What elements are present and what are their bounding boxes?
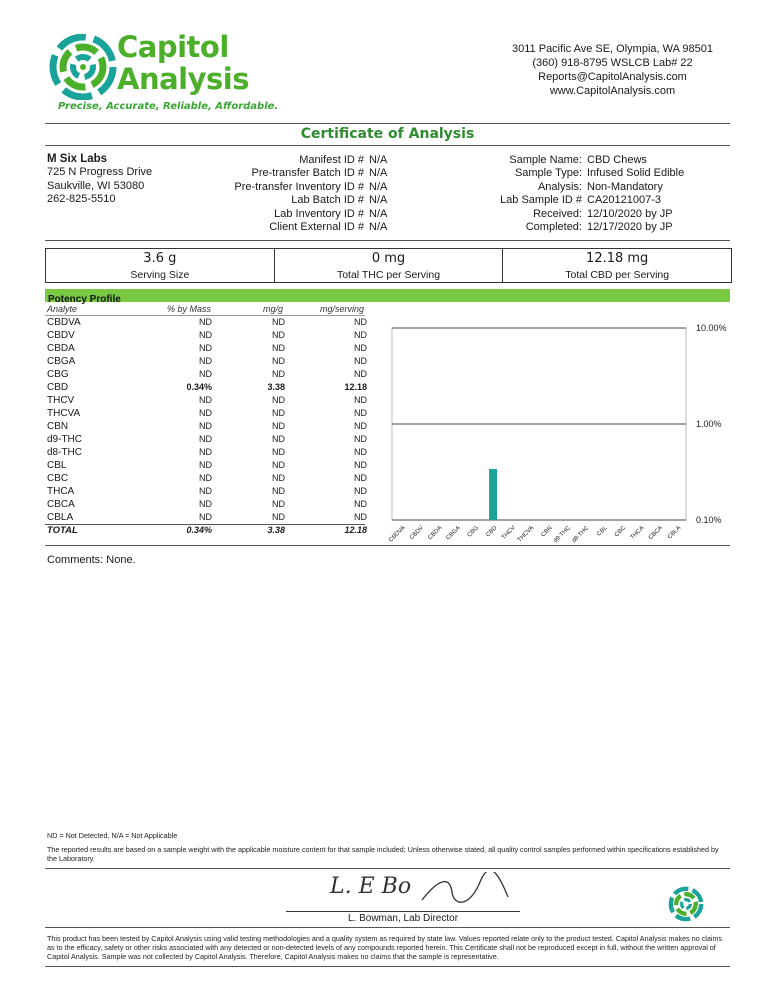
footnote-reported-results: The reported results are based on a sample weight with the applicable moisture content for that sample included; Unless otherwise stated, all quality control samples performed within specifications established by the Laboratory. xyxy=(47,845,719,863)
x-tick-label: CBDA xyxy=(427,525,444,542)
client-name: M Six Labs xyxy=(47,153,108,165)
table-row: THCVA ND ND ND xyxy=(47,408,367,419)
disclaimer: This product has been tested by Capitol Analysis using valid testing methodologies and a quality system as required by state law. Values reported relate only to the product tested. Capitol Analysis makes no claims as to the efficacy, safety or other risks associated with any detected or non-detected levels of any compounds reported herein. This Certificate shall not be reproduced except in full, without the written approval of Capitol Analysis. Sample was not collected by Capitol Analysis. Therefore, Capitol Analysis makes no claims that the sample is representative. xyxy=(47,934,723,961)
table-row: THCA ND ND ND xyxy=(47,486,367,497)
table-row: d9-THC ND ND ND xyxy=(47,434,367,445)
bar xyxy=(489,469,497,520)
total-cbd-label: Total CBD per Serving xyxy=(565,269,670,281)
table-row: CBDVA ND ND ND xyxy=(47,317,367,328)
serving-size-value: 3.6 g xyxy=(143,251,177,266)
col-header-mg-serving: mg/serving xyxy=(320,304,365,314)
id-row: Lab Batch ID # N/A xyxy=(291,194,388,207)
x-tick-label: CBLA xyxy=(666,525,683,541)
disclaimer-top-rule xyxy=(45,927,730,928)
y-tick-label: 1.00% xyxy=(696,419,722,429)
capitol-analysis-seal-icon xyxy=(667,885,705,923)
lab-address: 3011 Pacific Ave SE, Olympia, WA 98501 xyxy=(512,43,713,55)
lab-website: www.CapitolAnalysis.com xyxy=(549,85,676,97)
y-tick-label: 10.00% xyxy=(696,323,727,333)
total-cbd-value: 12.18 mg xyxy=(586,251,649,266)
potency-section-title: Potency Profile xyxy=(48,294,121,305)
table-header-rule xyxy=(45,315,365,316)
x-tick-label: d8-THC xyxy=(571,525,591,544)
x-tick-label: THCA xyxy=(629,525,646,541)
table-row: CBLA ND ND ND xyxy=(47,512,367,523)
disclaimer-bottom-rule xyxy=(45,966,730,967)
sample-row: Sample Name: CBD Chews xyxy=(509,154,647,166)
client-address-1: 725 N Progress Drive xyxy=(47,166,153,179)
sample-fields xyxy=(470,154,684,234)
serving-summary xyxy=(45,248,732,283)
table-row: CBDV ND ND ND xyxy=(47,330,367,341)
comments: Comments: None. xyxy=(47,554,136,566)
sample-row: Analysis: Non-Mandatory xyxy=(537,180,663,193)
client-address-2: Saukville, WI 53080 xyxy=(47,179,145,192)
x-tick-label: CBN xyxy=(540,525,554,539)
capitol-analysis-logo-icon xyxy=(48,34,118,100)
signature-image: L. E Bo xyxy=(330,874,412,899)
y-tick-label: 0.10% xyxy=(696,515,722,525)
x-tick-label: CBL xyxy=(596,525,609,538)
x-tick-label: CBG xyxy=(466,525,481,539)
signer-name: L. Bowman, Lab Director xyxy=(347,913,459,924)
id-row: Pre-transfer Inventory ID # N/A xyxy=(234,180,388,193)
signature-flourish-icon xyxy=(420,872,510,912)
id-row: Client External ID # N/A xyxy=(269,221,388,234)
signature-line xyxy=(286,911,520,912)
x-tick-label: CBDVA xyxy=(388,525,407,544)
table-row: CBL ND ND ND xyxy=(47,460,367,471)
table-total-row: TOTAL 0.34% 3.38 12.18 xyxy=(47,525,367,536)
header-top-rule xyxy=(45,123,730,124)
x-tick-label: CBCA xyxy=(647,525,664,542)
id-row: Pre-transfer Batch ID # N/A xyxy=(251,167,388,180)
potency-section-header xyxy=(45,289,730,305)
brand-name-line1: Capitol xyxy=(117,30,229,64)
signature-top-rule xyxy=(45,868,730,869)
sample-row: Received: 12/10/2020 by JP xyxy=(533,207,673,220)
table-row: THCV ND ND ND xyxy=(47,395,367,406)
id-row: Lab Inventory ID # N/A xyxy=(274,207,388,220)
total-cbd-cell xyxy=(503,249,731,282)
client-phone: 262-825-5510 xyxy=(47,193,116,206)
col-header-analyte: Analyte xyxy=(47,304,78,314)
sample-row: Lab Sample ID # CA20121007-3 xyxy=(500,194,662,207)
col-header-mg-g: mg/g xyxy=(263,304,284,314)
sample-row: Sample Type: Infused Solid Edible xyxy=(514,167,685,180)
table-row: CBD 0.34% 3.38 12.18 xyxy=(47,382,367,393)
x-tick-label: THCV xyxy=(501,525,517,541)
potency-bottom-rule xyxy=(45,545,730,546)
table-row: d8-THC ND ND ND xyxy=(47,447,367,458)
info-bottom-rule xyxy=(45,240,730,241)
total-thc-cell xyxy=(275,249,504,282)
brand-name-line2: Analysis xyxy=(117,62,249,96)
table-row: CBC ND ND ND xyxy=(47,473,367,484)
x-tick-label: CBD xyxy=(485,525,499,539)
x-tick-label: CBGA xyxy=(445,525,462,542)
total-thc-value: 0 mg xyxy=(371,251,406,266)
table-row: CBDA ND ND ND xyxy=(47,343,367,354)
brand-tagline: Precise, Accurate, Reliable, Affordable. xyxy=(58,101,279,112)
table-row: CBCA ND ND ND xyxy=(47,499,367,510)
client-block xyxy=(47,153,152,207)
potency-bar-chart xyxy=(380,302,730,544)
x-tick-label: d9-THC xyxy=(552,525,572,544)
table-total-rule xyxy=(45,524,365,525)
x-tick-label: CBDV xyxy=(408,525,425,542)
table-row: CBN ND ND ND xyxy=(47,421,367,432)
serving-size-label: Serving Size xyxy=(130,269,190,281)
page-title: Certificate of Analysis xyxy=(300,126,475,142)
serving-size-cell xyxy=(46,249,275,282)
lab-address-block xyxy=(470,42,755,98)
table-row: CBG ND ND ND xyxy=(47,369,367,380)
x-tick-label: THCVA xyxy=(516,525,536,544)
sample-row: Completed: 12/17/2020 by JP xyxy=(525,221,673,234)
lab-phone-license: (360) 918-8795 WSLCB Lab# 22 xyxy=(532,57,693,69)
footnote-abbreviations: ND = Not Detected, N/A = Not Applicable xyxy=(47,831,178,840)
total-thc-label: Total THC per Serving xyxy=(336,269,441,281)
header-bottom-rule xyxy=(45,145,730,146)
table-row: CBGA ND ND ND xyxy=(47,356,367,367)
x-tick-label: CBC xyxy=(613,525,628,539)
col-header-pct-mass: % by Mass xyxy=(167,304,212,314)
id-row: Manifest ID # N/A xyxy=(299,154,388,166)
id-fields xyxy=(228,154,387,234)
lab-email: Reports@CapitolAnalysis.com xyxy=(538,71,687,83)
